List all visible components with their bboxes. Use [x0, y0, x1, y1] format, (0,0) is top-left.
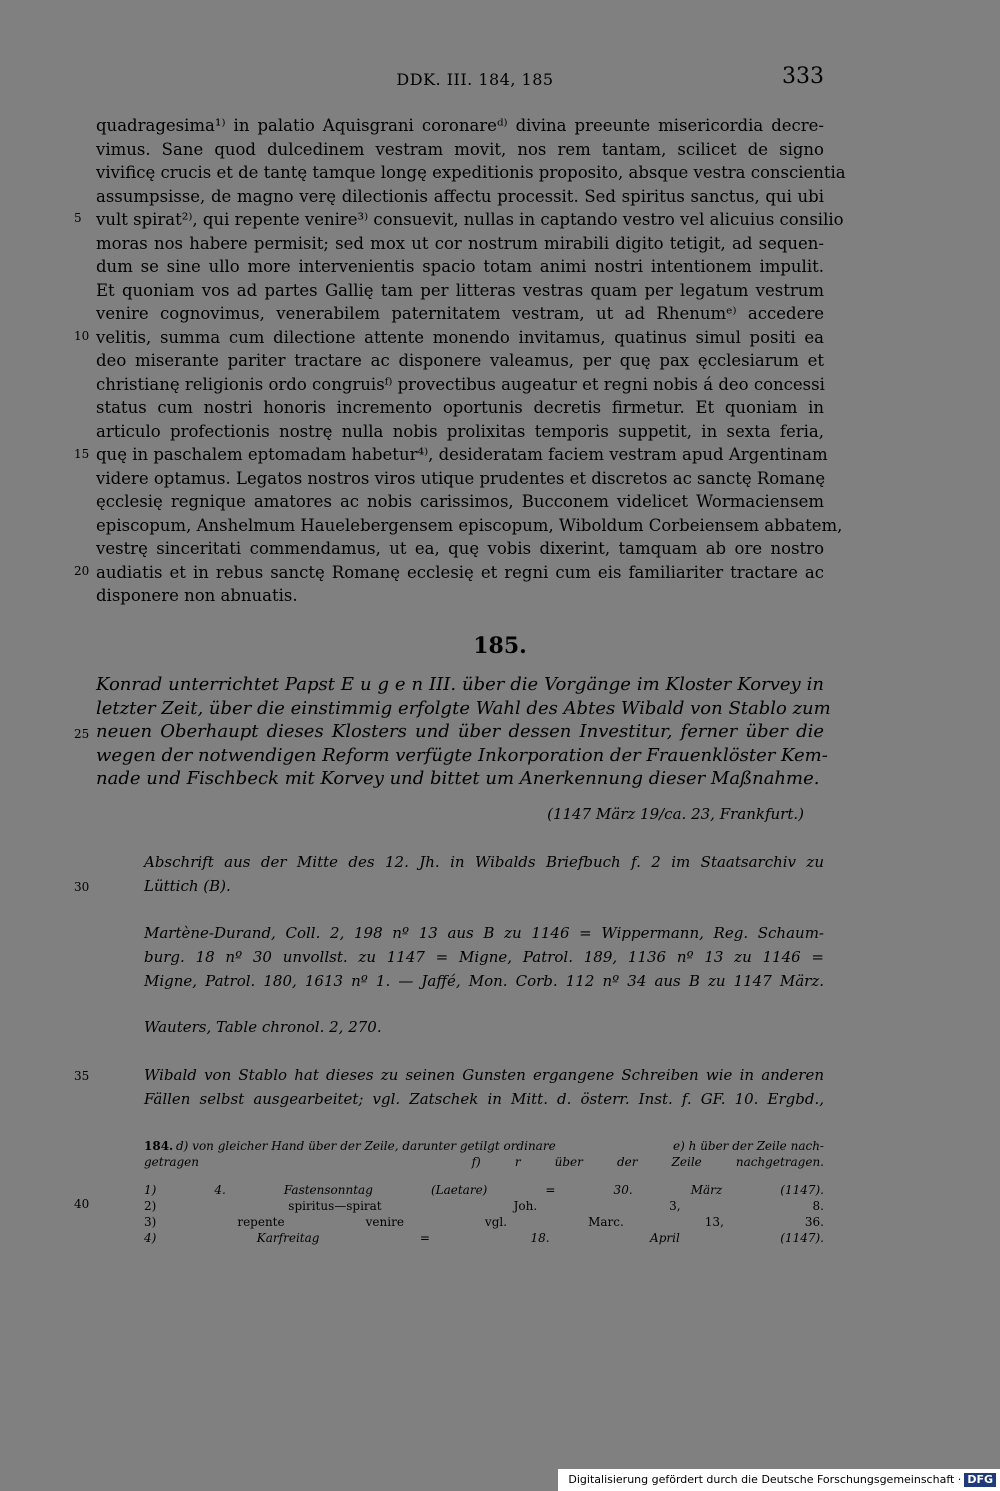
- line-number: 10: [74, 329, 90, 343]
- text-line: vivificę crucis et de tantę tamque longę expeditionis proposito, absque vestra conscientia: [96, 163, 846, 182]
- editions-line: Migne, Patrol. 180, 1613 nº 1. — Jaffé, Mon. Corb. 112 nº 34 aus B zu 1147 März.: [144, 972, 824, 990]
- apparatus-number: 184.: [144, 1139, 174, 1153]
- text-line: quadragesima¹⁾ in palatio Aquisgrani coronareᵈ⁾ divina preeunte misericordia decre-: [96, 116, 824, 135]
- document-number: 185.: [473, 633, 527, 659]
- commentary-line: Wibald von Stablo hat dieses zu seinen Gunsten ergangene Schreiben wie in anderen: [144, 1066, 824, 1084]
- document-text-184: [96, 114, 846, 608]
- text-line: disponere non abnuatis.: [96, 586, 298, 605]
- line-number: 20: [74, 564, 90, 578]
- text-line: velitis, summa cum dilectione attente monendo invitamus, quatinus simul positi ea: [96, 327, 824, 347]
- text-line: deo miserante pariter tractare ac disponere valeamus, per quę pax ęcclesiarum et: [96, 351, 824, 370]
- regesta-reference: [144, 1015, 824, 1039]
- text-line: assumpsisse, de magno verę dilectionis affectu processit. Sed spiritus sanctus, qui ubi: [96, 186, 824, 206]
- footer-text: Digitalisierung gefördert durch die Deutsche Forschungsgemeinschaft ·: [568, 1473, 962, 1486]
- text-line: moras nos habere permisit; sed mox ut cor nostrum mirabili digito tetigit, ad sequen-: [96, 233, 824, 253]
- date-place: (1147 März 19/ca. 23, Frankfurt.): [547, 805, 804, 823]
- editions-line: Martène-Durand, Coll. 2, 198 nº 13 aus B zu 1146 = Wippermann, Reg. Schaum-: [144, 924, 824, 942]
- text-line: audiatis et in rebus sanctę Romanę ecclesię et regni cum eis familiariter tractare ac: [96, 562, 824, 582]
- footnote: 1) 4. Fastensonntag (Laetare) = 30. März (1147).: [144, 1183, 824, 1197]
- text-line: Et quoniam vos ad partes Gallię tam per litteras vestras quam per legatum vestrum: [96, 280, 824, 300]
- editions-line: burg. 18 nº 30 unvollst. zu 1147 = Migne, Patrol. 189, 1136 nº 13 zu 1146 =: [144, 948, 824, 966]
- tradition-line: Lüttich (B).: [144, 877, 231, 895]
- text-line: quę in paschalem eptomadam habetur⁴⁾, desideratam faciem vestram apud Argentinam: [96, 445, 828, 464]
- line-number: 30: [74, 880, 90, 894]
- text-line: christianę religionis ordo congruisᶠ⁾ provectibus augeatur et regni nobis á deo concessi: [96, 374, 825, 394]
- regest-line: wegen der notwendigen Reform verfügte Inkorporation der Frauenklöster Kem-: [96, 744, 828, 766]
- apparatus-line: [144, 1138, 824, 1154]
- footnote: 2) spiritus—spirat Joh. 3, 8.: [144, 1199, 824, 1213]
- text-line: ęcclesię regnique amatores ac nobis carissimos, Bucconem videlicet Wormaciensem: [96, 492, 824, 511]
- tradition: [144, 850, 824, 898]
- regest-line: nade und Fischbeck mit Korvey und bittet um Anerkennung dieser Maßnahme.: [96, 768, 820, 789]
- line-number: 25: [74, 727, 90, 741]
- footnotes: [144, 1182, 824, 1246]
- regesta-line: Wauters, Table chronol. 2, 270.: [144, 1018, 382, 1036]
- apparatus-note: d) von gleicher Hand über der Zeile, darunter getilgt ordinare: [176, 1139, 556, 1153]
- running-header: DDK. III. 184, 185: [396, 70, 554, 89]
- apparatus-line: getragen f) r über der Zeile nachgetragen.: [144, 1155, 824, 1169]
- text-line: vimus. Sane quod dulcedinem vestram movit, nos rem tantam, scilicet de signo: [96, 139, 824, 159]
- page-number: 333: [782, 64, 824, 89]
- regest-line: letzter Zeit, über die einstimmig erfolgte Wahl des Abtes Wibald von Stablo zum: [96, 697, 831, 719]
- commentary: [144, 1063, 824, 1111]
- line-number: 15: [74, 447, 90, 461]
- line-number: 40: [74, 1197, 90, 1211]
- text-line: dum se sine ullo more intervenientis spacio totam animi nostri intentionem impulit.: [96, 257, 824, 276]
- dfg-logo: DFG: [964, 1473, 996, 1487]
- text-line: vestrę sinceritati commendamus, ut ea, quę vobis dixerint, tamquam ab ore nostro: [96, 539, 824, 558]
- critical-apparatus: [144, 1138, 824, 1170]
- line-number: 35: [74, 1069, 90, 1083]
- line-number: 5: [74, 211, 82, 225]
- text-line: vult spirat²⁾, qui repente venire³⁾ consuevit, nullas in captando vestro vel alicuius consilio: [96, 210, 844, 229]
- regest: [96, 673, 831, 791]
- text-line: venire cognovimus, venerabilem paternitatem vestram, ut ad Rhenumᵉ⁾ accedere: [96, 304, 824, 323]
- tradition-line: Abschrift aus der Mitte des 12. Jh. in Wibalds Briefbuch f. 2 im Staatsarchiv zu: [144, 853, 824, 871]
- funding-footer: [558, 1469, 1000, 1491]
- commentary-line: Fällen selbst ausgearbeitet; vgl. Zatschek in Mitt. d. österr. Inst. f. GF. 10. Ergbd.,: [144, 1090, 824, 1108]
- text-line: status cum nostri honoris incremento oportunis decretis firmetur. Et quoniam in: [96, 398, 824, 417]
- footnote: 3) repente venire vgl. Marc. 13, 36.: [144, 1215, 824, 1229]
- editions: [144, 921, 824, 993]
- footnote: 4) Karfreitag = 18. April (1147).: [144, 1231, 824, 1245]
- regest-line: neuen Oberhaupt dieses Klosters und über dessen Investitur, ferner über die: [96, 721, 824, 742]
- text-line: videre optamus. Legatos nostros viros utique prudentes et discretos ac sanctę Romanę: [96, 468, 826, 488]
- apparatus-note: e) h über der Zeile nach-: [673, 1139, 824, 1153]
- text-line: articulo profectionis nostrę nulla nobis prolixitas temporis suppetit, in sexta feria,: [96, 421, 824, 441]
- text-line: episcopum, Anshelmum Hauelebergensem episcopum, Wiboldum Corbeiensem abbatem,: [96, 515, 843, 535]
- regest-line: Konrad unterrichtet Papst E u g e n III. über die Vorgänge im Kloster Korvey in: [96, 674, 824, 695]
